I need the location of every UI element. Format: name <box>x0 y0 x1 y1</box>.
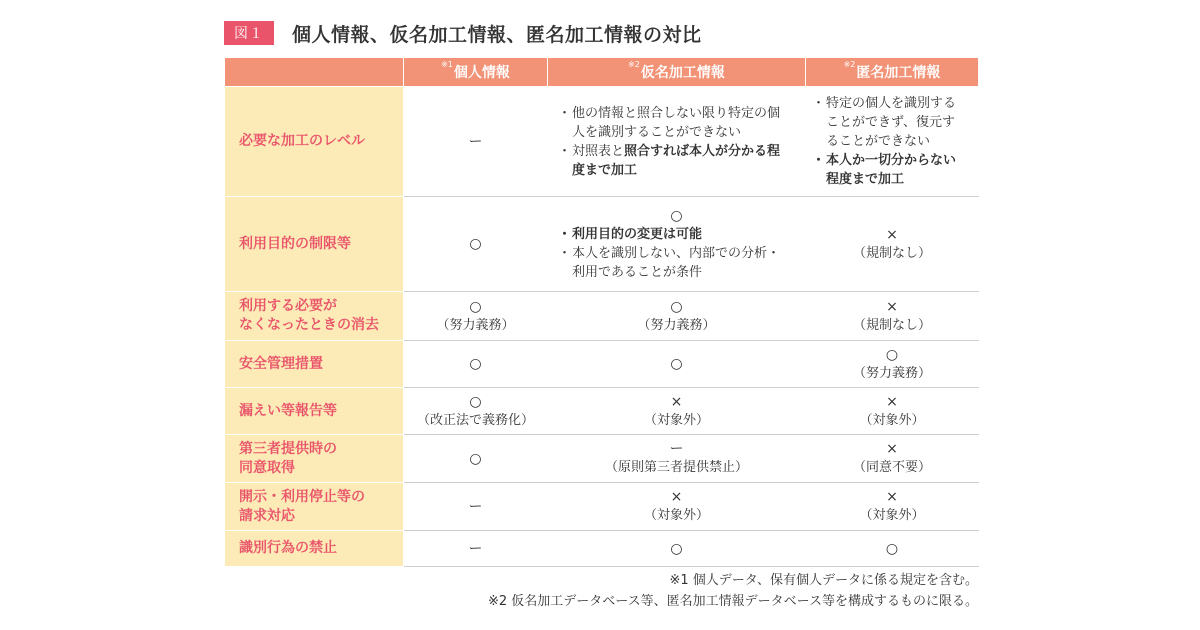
table-row <box>225 435 979 483</box>
cell-pseudonym: × （対象外） <box>548 388 806 435</box>
footnotes <box>488 570 978 612</box>
header-corner <box>225 58 404 87</box>
cell-pseudonym: ー （原則第三者提供禁止） <box>548 435 806 483</box>
cell-personal: ー <box>404 87 548 197</box>
cell-pseudonym: ・ 他の情報と照合しない限り特定の個人を識別することができない ・ 対照表と照合すれば本人が分かる程度まで加工 <box>548 87 806 197</box>
cell-pseudonym: × （対象外） <box>548 483 806 531</box>
cell-personal: ○ <box>404 341 548 388</box>
row-label-purpose-limit: 利用目的の制限等 <box>225 197 404 292</box>
row-label-security: 安全管理措置 <box>225 341 404 388</box>
header-personal-info: $^{※1}$個人情報 <box>404 58 548 87</box>
cell-personal: ー <box>404 483 548 531</box>
cell-anonymous: × （同意不要） <box>806 435 979 483</box>
cell-anonymous: ○ （努力義務） <box>806 341 979 388</box>
cell-personal: ○ （改正法で義務化） <box>404 388 548 435</box>
row-label-disclosure: 開示・利用停止等の 請求対応 <box>225 483 404 531</box>
cell-pseudonym: ○ <box>548 341 806 388</box>
table-row <box>225 292 979 341</box>
row-label-reidentification: 識別行為の禁止 <box>225 531 404 567</box>
table-row <box>225 483 979 531</box>
header-pseudonymized-info: $^{※2}$仮名加工情報 <box>548 58 806 87</box>
cell-anonymous: × （対象外） <box>806 388 979 435</box>
cell-anonymous: ○ <box>806 531 979 567</box>
figure-badge: 図１ <box>224 21 274 45</box>
cell-pseudonym: ○ （努力義務） <box>548 292 806 341</box>
figure-title: 個人情報、仮名加工情報、匿名加工情報の対比 <box>292 23 702 46</box>
cell-personal: ○ （努力義務） <box>404 292 548 341</box>
footnote-2: ※2 仮名加工データベース等、匿名加工情報データベース等を構成するものに限る。 <box>488 594 978 609</box>
cell-anonymous: ・ 特定の個人を識別することができず、復元することができない ・ 本人か一切分からない程度まで加工 <box>806 87 979 197</box>
cell-personal: ー <box>404 531 548 567</box>
comparison-table <box>224 57 979 567</box>
footnote-1: ※1 個人データ、保有個人データに係る規定を含む。 <box>669 573 978 588</box>
table-row <box>225 531 979 567</box>
cell-personal: ○ <box>404 197 548 292</box>
table-header-row <box>225 58 979 87</box>
row-label-breach-report: 漏えい等報告等 <box>225 388 404 435</box>
row-label-processing-level: 必要な加工のレベル <box>225 87 404 197</box>
table-row <box>225 341 979 388</box>
cell-pseudonym: ○ <box>548 531 806 567</box>
row-label-third-party: 第三者提供時の 同意取得 <box>225 435 404 483</box>
header-anonymized-info: $^{※2}$匿名加工情報 <box>806 58 979 87</box>
row-label-deletion: 利用する必要が なくなったときの消去 <box>225 292 404 341</box>
cell-anonymous: × （対象外） <box>806 483 979 531</box>
table-row <box>225 87 979 197</box>
table-row <box>225 197 979 292</box>
table-row <box>225 388 979 435</box>
cell-personal: ○ <box>404 435 548 483</box>
cell-anonymous: × （規制なし） <box>806 197 979 292</box>
figure-title-row <box>224 18 702 48</box>
cell-pseudonym: ○ ・ 利用目的の変更は可能 ・ 本人を識別しない、内部での分析・利用であることが条件 <box>548 197 806 292</box>
cell-anonymous: × （規制なし） <box>806 292 979 341</box>
